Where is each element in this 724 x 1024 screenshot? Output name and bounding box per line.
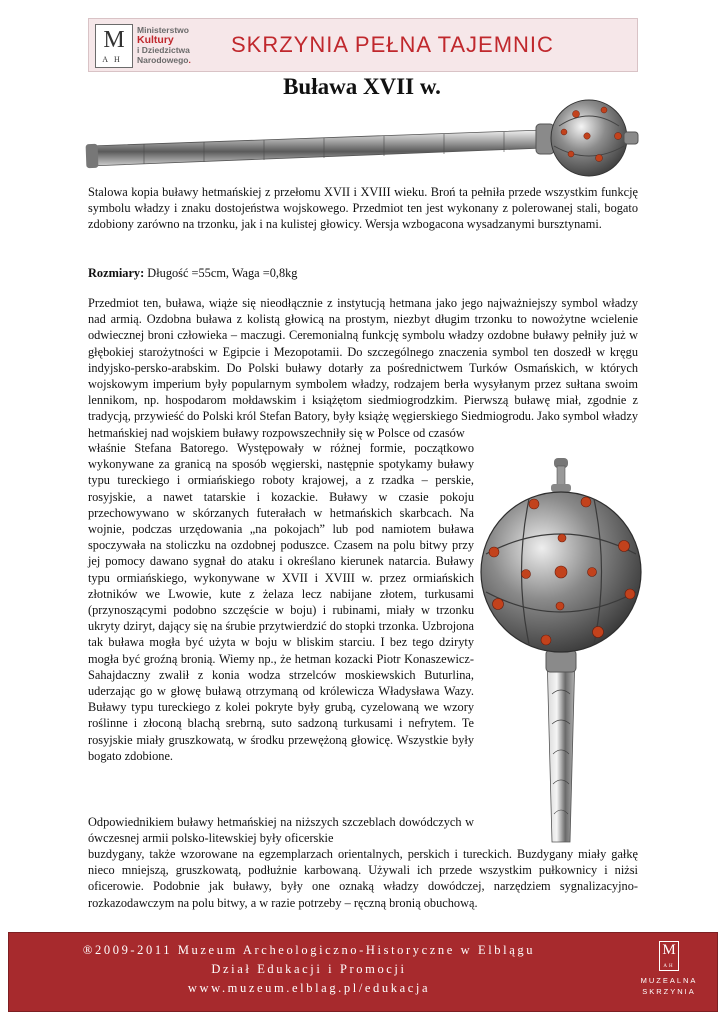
footer-department: Dział Edukacji i Promocji: [211, 962, 407, 976]
types-paragraph: właśnie Stefana Batorego. Występowały w różnej formie, początkowo wykonywane za granicą na sposób węgierski, następnie spotykamy buławy typu tureckiego i ormiańskiego roboty krajowej, a z rzadka – perskie, rosyjskie, a nawet tatarskie i kozackie. Buławy w czasie pokoju przechowywano w skórzanych futerałach w hetmańskich skarbcach. Na wojnie, podczas urzędowania „na pokojach” lub pod namiotem buława spoczywała na stoliczku na ozdobnej poduszce. Czasem na polu bitwy przy jej pomocy dawano sygnał do ataku i określano kierunek natarcia. Buławy typu ormiańskiego, wykonywane w XVII i XVIII w. przez ormiańskich złotników we Lwowie, kute z żelaza lecz nabijane złotem, turkusami (przynoszącymi podobno szczęście w boju) i rubinami, miały w trzonku ukryty dziryt, dający się na śrubie przytwierdzić do stopki trzonka. Uzbrojona tak buława mogła być użyta w boju w bliskim starciu. I bez tego dziryty mogła być groźną bronią. Wiemy np., że hetman kozacki Piotr Konaszewicz-Sahajdaczny zwalił z konia wodza strzelców moskiewskich Buturlina, uderzając go w głowę buławą otrzymaną od królewicza Władysława Wazy. Buławy typu tureckiego z kolei pokryte były grubą, cyzelowaną we wzory roślinne i złoconą blachą srebrną, suto sadzoną turkusami i nefrytem. Te rosyjskie miały gruszkowatą, w środku przewężoną głowicę. Wszystkie były bogato zdobione.: [88, 441, 474, 763]
mace-vertical-image: [474, 454, 652, 848]
buzdygan-paragraph-start: Odpowiednikiem buławy hetmańskiej na niższych szczeblach dowódczych w ówczesnej armii polsko-litewskiej były oficerskie: [88, 815, 474, 846]
ministry-line3: i Dziedzictwa: [137, 45, 190, 55]
museum-monogram-logo: [95, 24, 133, 68]
footer-banner: [8, 932, 718, 1012]
footer-credits: [9, 941, 609, 998]
ministry-line1: Ministerstwo: [137, 25, 189, 35]
dimensions-label: Rozmiary:: [88, 266, 145, 280]
mace-horizontal-image: [84, 96, 640, 180]
ministry-line2: Kultury: [137, 34, 174, 46]
logo-label-1: MUZEALNA: [640, 976, 698, 985]
museum-monogram-icon: M AH: [659, 941, 679, 971]
header-banner: [88, 18, 638, 72]
logo-label-2: SKRZYNIA: [642, 987, 696, 996]
page-title: Buława XVII w.: [283, 74, 441, 99]
footer-website-link[interactable]: www.muzeum.elblag.pl/edukacja: [187, 981, 431, 995]
history-paragraph: Przedmiot ten, buława, wiąże się nieodłącznie z instytucją hetmana jako jego najważniejszy symbol władzy nad armią. Ozdobna buława z kolistą głowicą na prostym, niezbyt długim trzonku to nowożytne wcielenie odwiecznej broni człowieka – maczugi. Ceremonialną funkcję symbolu władzy ozdobne buławy pełniły już w głębokiej starożytności w Egipcie i Mezopotamii. Do szczególnego znaczenia symbol ten doszedł w kręgu indyjsko-persko-arabskim. Do Polski buławy dotarły za pośrednictwem Turków Osmańskich, w których wojskowym imperium były popularnym symbolem władzy, rodzajem berła wysyłanym przez sułtana swoim lennikom, np. hospodarom mołdawskim i książętom siedmiogrodzkim. Pierwszą buławę miał, zgodnie z tradycją, przywieść do Polski król Stefan Batory, były książę węgierskiego Siedmiogrodu. Jako symbol władzy hetmańskiej nad wojskiem buławy rozpowszechniły się w Polsce od czasów: [88, 296, 638, 440]
intro-paragraph: Stalowa kopia buławy hetmańskiej z przełomu XVII i XVIII wieku. Broń ta pełniła przede wszystkim funkcję symbolu władzy i znaku dostojeństwa wojskowego. Przedmiot ten jest wykonany z polerowanej stali, bogato zdobiony zarówno na trzonku, jak i na kulistej głowicy. Wersja wzbogacona wysadzanymi bursztynami.: [88, 185, 638, 232]
museum-chest-logo: [637, 941, 701, 1005]
logo-sub: AH: [102, 55, 126, 64]
ministry-line4: Narodowego.: [137, 55, 191, 65]
dimensions-value: Długość =55cm, Waga =0,8kg: [144, 266, 298, 280]
logo-letters: M: [103, 27, 125, 53]
footer-copyright: ®2009-2011 Muzeum Archeologiczno-Historyczne w Elblągu: [82, 943, 536, 957]
dimensions-line: [88, 265, 638, 281]
ministry-logo: [137, 25, 217, 65]
buzdygan-paragraph-end: buzdygany, także wzorowane na egzemplarzach orientalnych, perskich i tureckich. Buzdygany miały gałkę nieco mniejszą, gruszkowatą, podłużnie karbowaną. Używali ich przede wszystkim pułkownicy i niżsi oficerowie. Podobnie jak buławy, były one oznaką władzy dowódczej, narzędziem sygnalizacyjno-rozkazodawczym na polu bitwy, a w razie potrzeby – ręczną bronią obuchową.: [88, 847, 638, 910]
series-title: SKRZYNIA PEŁNA TAJEMNIC: [231, 32, 554, 57]
